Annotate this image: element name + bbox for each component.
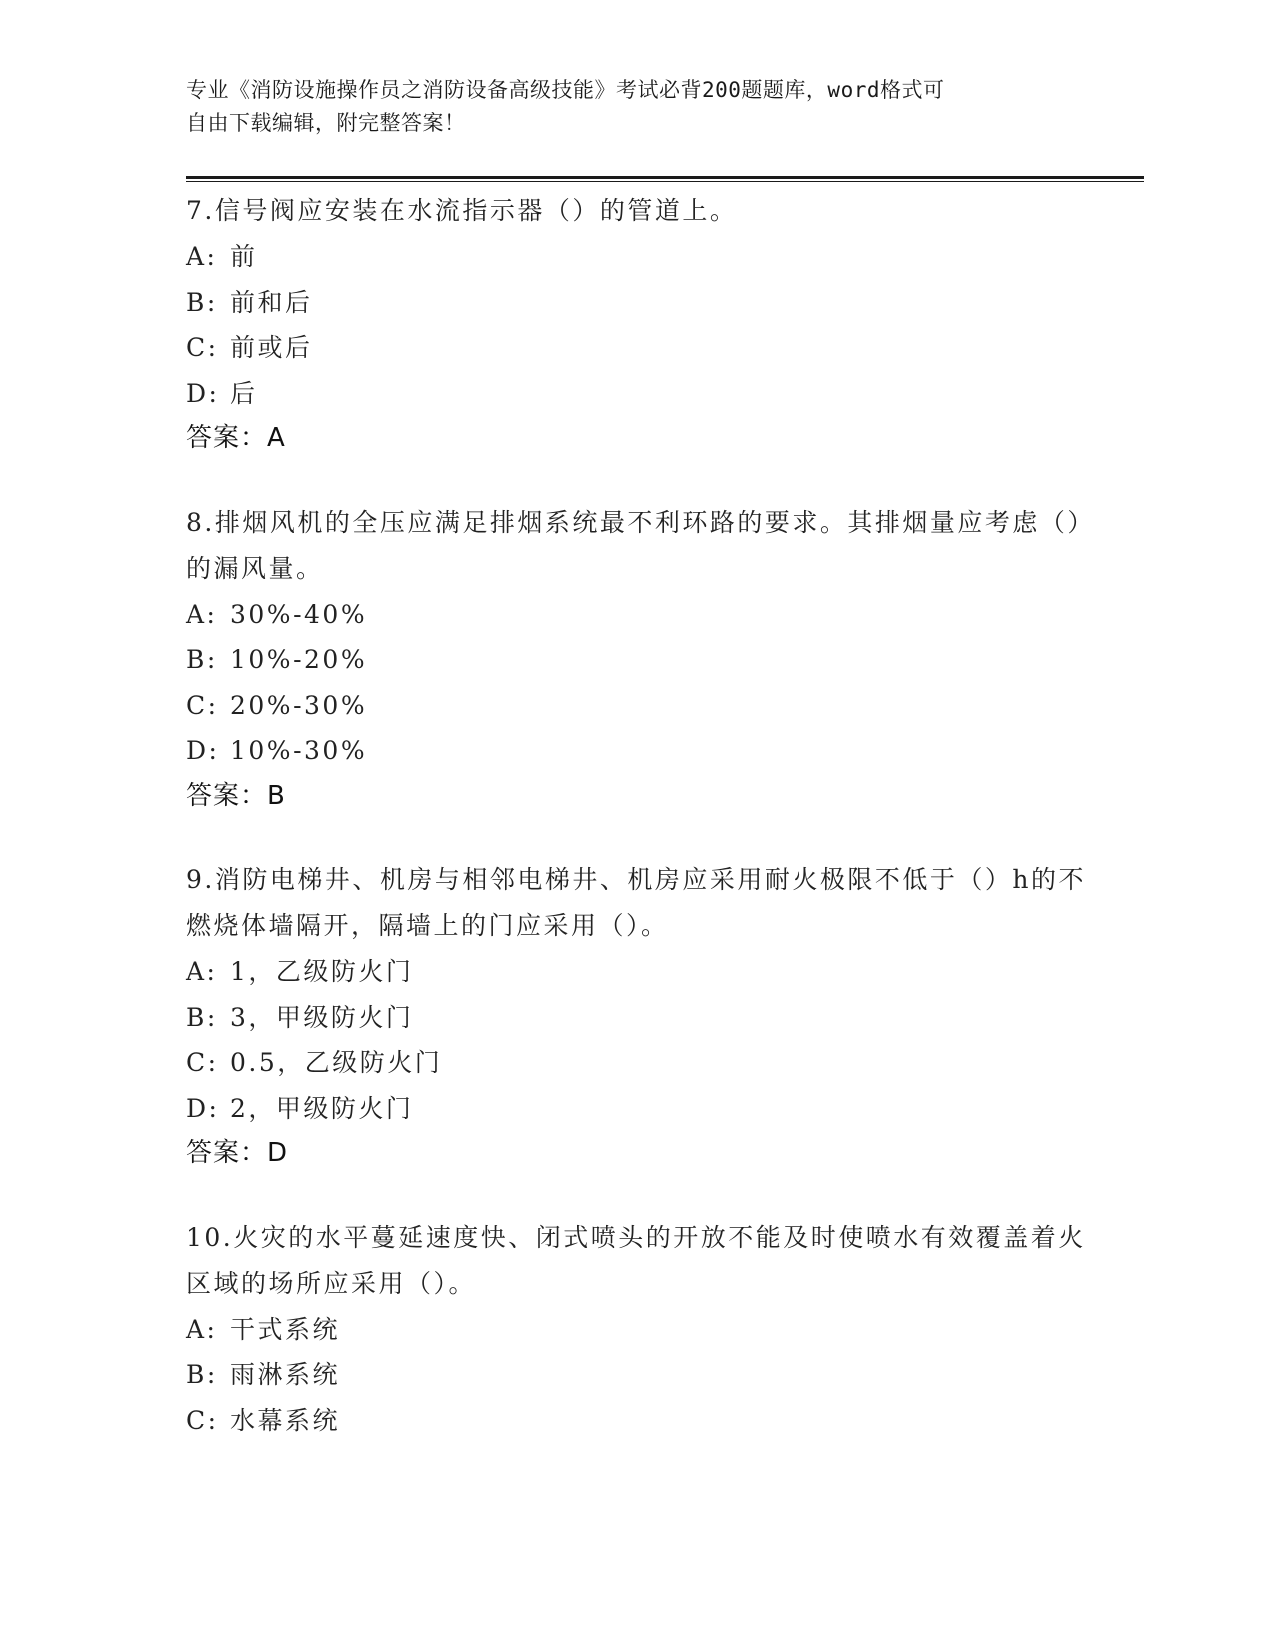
question-10 xyxy=(186,1215,1086,1444)
option-letter: A: xyxy=(186,957,218,986)
header-line-1: 专业《消防设施操作员之消防设备高级技能》考试必背200题题库，word格式可 xyxy=(186,78,945,102)
option-text: 雨淋系统 xyxy=(230,1360,341,1389)
document-header xyxy=(186,74,1086,140)
option-text: 前和后 xyxy=(230,287,313,317)
answer-line: 答案：D xyxy=(186,1138,289,1168)
option-b xyxy=(186,995,1086,1041)
option-text: 干式系统 xyxy=(230,1314,341,1344)
option-letter: C: xyxy=(186,690,219,720)
option-a xyxy=(186,592,1086,638)
option-text: 1，乙级防火门 xyxy=(230,957,414,986)
option-c xyxy=(186,325,1086,371)
question-7 xyxy=(186,188,1086,462)
option-letter: C: xyxy=(186,1405,219,1435)
option-letter: D: xyxy=(186,736,220,765)
option-d xyxy=(186,371,1086,417)
option-text: 水幕系统 xyxy=(230,1405,341,1435)
option-text: 前 xyxy=(230,242,258,271)
option-letter: C: xyxy=(186,1048,219,1077)
option-letter: A: xyxy=(186,599,218,629)
option-letter: B: xyxy=(186,1002,218,1032)
question-stem: 9.消防电梯井、机房与相邻电梯井、机房应采用耐火极限不低于（）h的不燃烧体墙隔开，隔墙上的门应采用（）。 xyxy=(186,865,1086,940)
option-b xyxy=(186,637,1086,683)
question-stem: 8.排烟风机的全压应满足排烟系统最不利环路的要求。其排烟量应考虑（）的漏风量。 xyxy=(186,507,1083,583)
option-text: 前或后 xyxy=(230,333,313,362)
option-b xyxy=(186,1352,1086,1398)
option-a xyxy=(186,234,1086,280)
option-letter: B: xyxy=(186,287,218,317)
option-c xyxy=(186,1040,1086,1086)
answer-line: 答案：A xyxy=(186,423,286,453)
option-c xyxy=(186,1398,1086,1444)
option-text: 2，甲级防火门 xyxy=(230,1093,414,1123)
option-text: 0.5，乙级防火门 xyxy=(230,1048,443,1077)
answer-line: 答案：B xyxy=(186,780,286,811)
option-letter: A: xyxy=(186,242,218,271)
question-9 xyxy=(186,857,1086,1177)
option-text: 10%-20% xyxy=(230,645,368,674)
option-letter: A: xyxy=(186,1314,218,1344)
question-stem: 10.火灾的水平蔓延速度快、闭式喷头的开放不能及时使喷水有效覆盖着火区域的场所应采用（）。 xyxy=(186,1222,1086,1298)
option-d xyxy=(186,728,1086,774)
header-divider-thick xyxy=(186,176,1144,179)
option-d xyxy=(186,1086,1086,1132)
option-text: 10%-30% xyxy=(230,736,368,765)
option-letter: D: xyxy=(186,1093,220,1123)
option-letter: B: xyxy=(186,645,218,674)
option-text: 20%-30% xyxy=(230,690,368,720)
header-divider-thin xyxy=(186,181,1144,182)
option-b xyxy=(186,280,1086,326)
option-a xyxy=(186,949,1086,995)
option-text: 30%-40% xyxy=(230,599,368,629)
question-8 xyxy=(186,500,1086,820)
option-c xyxy=(186,683,1086,729)
option-a xyxy=(186,1307,1086,1353)
question-stem: 7.信号阀应安装在水流指示器（）的管道上。 xyxy=(186,196,738,225)
option-letter: C: xyxy=(186,333,219,362)
option-letter: B: xyxy=(186,1360,218,1389)
option-text: 3，甲级防火门 xyxy=(230,1002,414,1032)
option-letter: D: xyxy=(186,378,220,408)
option-text: 后 xyxy=(230,378,258,408)
header-line-2: 自由下载编辑，附完整答案！ xyxy=(186,111,466,135)
question-list xyxy=(186,188,1086,1481)
